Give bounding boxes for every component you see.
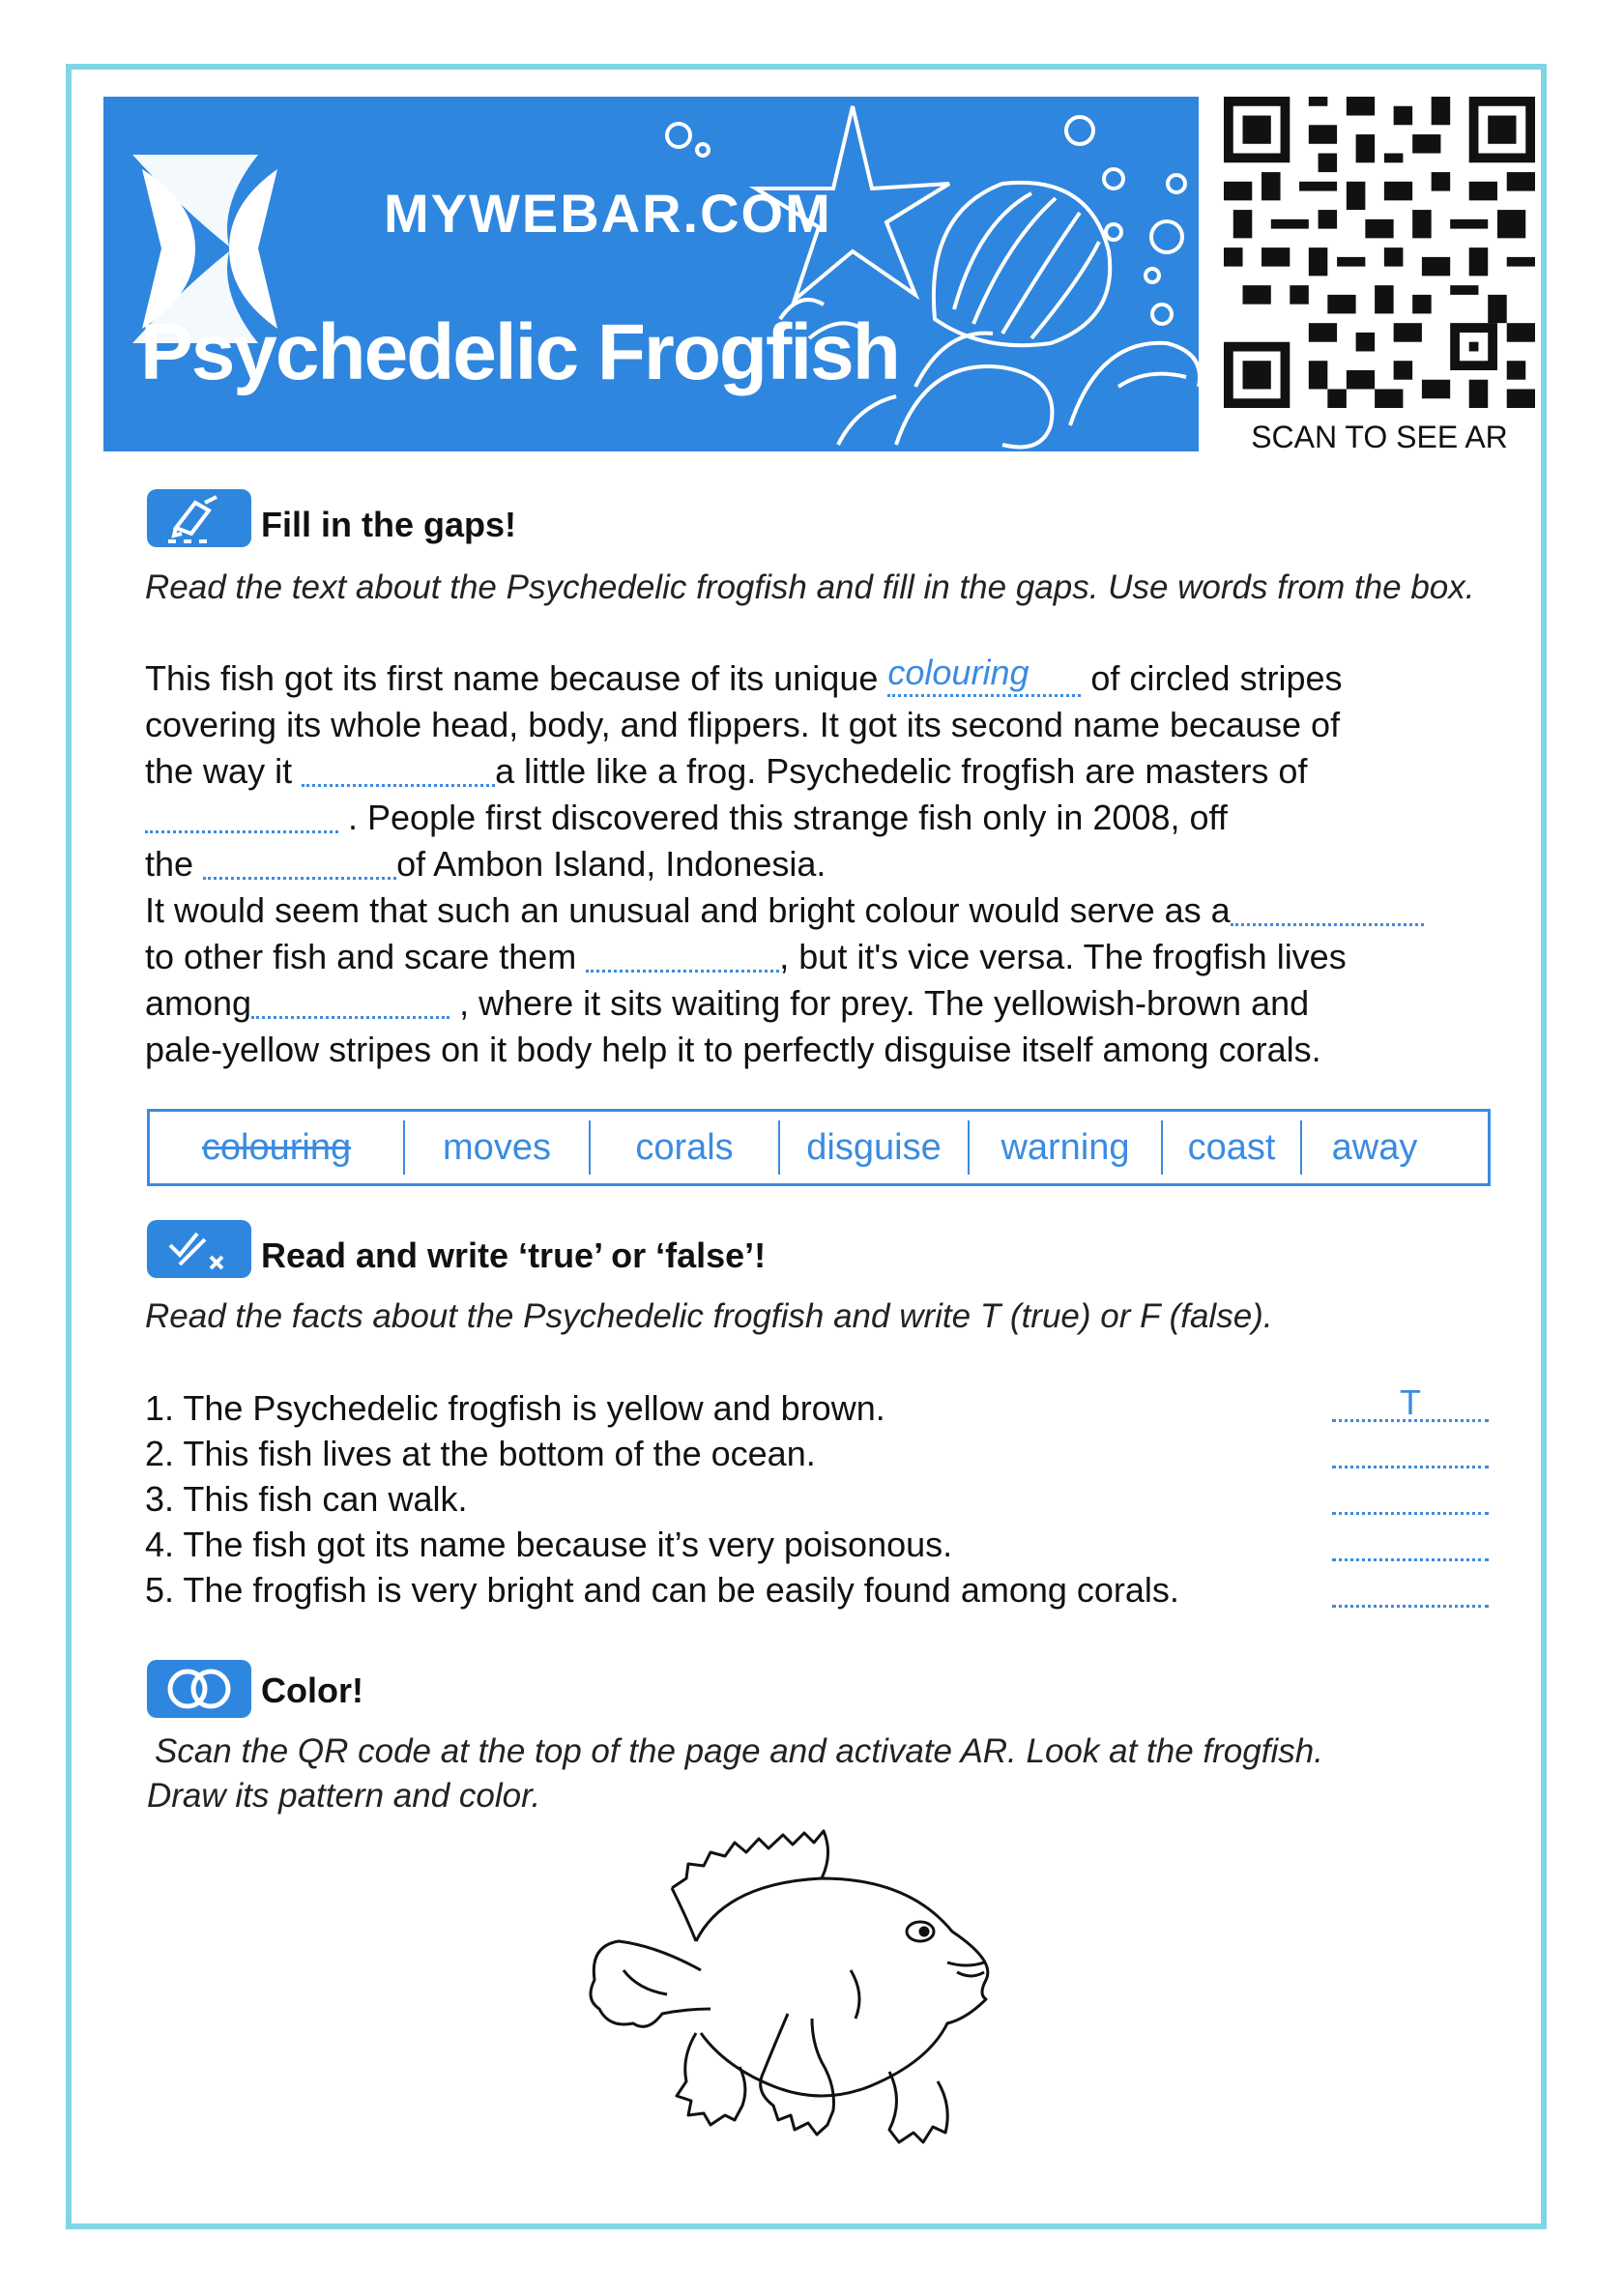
gap-input-1[interactable]: colouring	[887, 659, 1081, 697]
gap-input-2[interactable]	[302, 749, 495, 787]
answer-field-2[interactable]	[1332, 1429, 1489, 1468]
statement-4: 4. The fish got its name because it’s very poisonous.	[145, 1525, 953, 1564]
gap-text-line-1: This fish got its first name because of its unique colouring of circled stripes	[145, 653, 1343, 698]
gap-input-4[interactable]	[203, 842, 396, 880]
section-true-false-instruction: Read the facts about the Psychedelic frogfish and write T (true) or F (false).	[145, 1297, 1273, 1335]
section-fill-gaps-title: Fill in the gaps!	[261, 505, 517, 544]
section-color-title: Color!	[261, 1671, 363, 1710]
statement-3: 3. This fish can walk.	[145, 1479, 468, 1519]
check-cross-icon	[147, 1220, 251, 1278]
statement-1: 1. The Psychedelic frogfish is yellow and brown.	[145, 1388, 885, 1428]
statement-2: 2. This fish lives at the bottom of the ocean.	[145, 1434, 816, 1473]
word-box	[147, 1109, 1491, 1186]
gap-text-line-8: among , where it sits waiting for prey. The yellowish-brown and	[145, 983, 1310, 1023]
gap-input-3[interactable]	[145, 796, 338, 833]
gap-text-line-6: It would seem that such an unusual and bright colour would serve as a	[145, 887, 1424, 934]
word-option: away	[1331, 1127, 1418, 1168]
answer-field-4[interactable]	[1332, 1522, 1489, 1561]
gap-text-line-4: . People first discovered this strange fish only in 2008, off	[145, 795, 1228, 841]
page-title: Psychedelic Frogfish	[140, 308, 899, 396]
qr-code-icon[interactable]	[1220, 97, 1539, 408]
gap-input-7[interactable]	[251, 981, 450, 1019]
statement-5: 5. The frogfish is very bright and can be easily found among corals.	[145, 1570, 1179, 1610]
word-option: colouring	[150, 1120, 405, 1175]
section-color-instruction-2: Draw its pattern and color.	[147, 1777, 541, 1815]
section-color-instruction-1: Scan the QR code at the top of the page and activate AR. Look at the frogfish.	[155, 1732, 1323, 1770]
gap-text-line-7: to other fish and scare them , but it's vice versa. The frogfish lives	[145, 937, 1347, 976]
word-option: corals	[591, 1120, 780, 1175]
toggle-icon	[147, 1660, 251, 1718]
section-true-false-title: Read and write ‘true’ or ‘false’!	[261, 1235, 767, 1275]
word-option: coast	[1163, 1120, 1302, 1175]
frogfish-drawing[interactable]	[580, 1825, 1025, 2144]
word-option: moves	[405, 1120, 591, 1175]
gap-text-line-3: the way it a little like a frog. Psychedelic frogfish are masters of	[145, 751, 1308, 791]
answer-field-3[interactable]	[1332, 1475, 1489, 1515]
pencil-icon	[147, 489, 251, 547]
word-option: disguise	[780, 1120, 970, 1175]
section-fill-gaps-instruction: Read the text about the Psychedelic frogfish and fill in the gaps. Use words from the box.	[145, 568, 1475, 606]
gap-text-line-9: pale-yellow stripes on it body help it to perfectly disguise itself among corals.	[145, 1030, 1321, 1069]
qr-caption: SCAN TO SEE AR	[1251, 420, 1508, 454]
header-banner	[103, 97, 1199, 451]
answer-field-1[interactable]: T	[1332, 1382, 1489, 1422]
gap-text-line-5: the of Ambon Island, Indonesia.	[145, 844, 826, 884]
brand-name: MYWEBAR.COM	[384, 183, 832, 244]
word-option: warning	[970, 1120, 1163, 1175]
answer-field-5[interactable]	[1332, 1568, 1489, 1608]
gap-text-line-2: covering its whole head, body, and flippers. It got its second name because of	[145, 705, 1341, 744]
gap-input-6[interactable]	[586, 935, 779, 973]
gap-input-5[interactable]	[1231, 888, 1424, 926]
